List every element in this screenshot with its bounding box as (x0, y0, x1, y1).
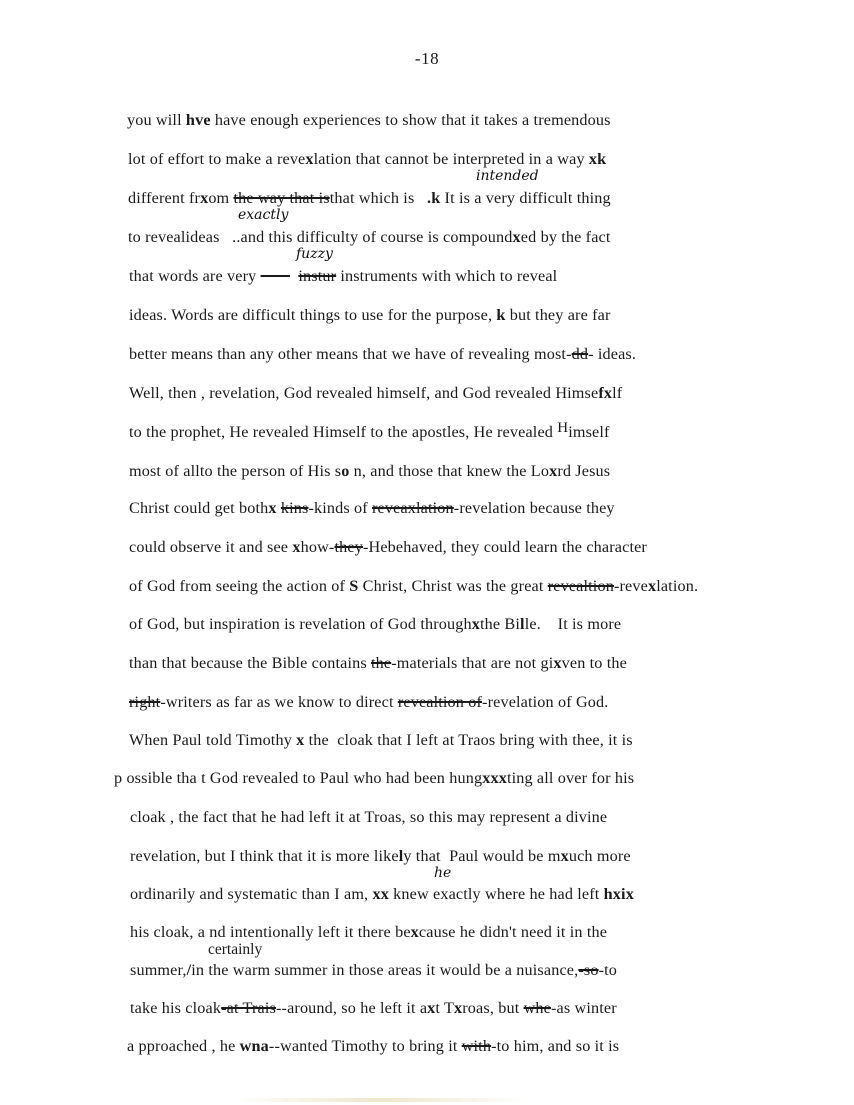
text-segment: ideas. Words are difficult things to use for the purpose, (129, 306, 497, 324)
text-segment: le. It is more (524, 615, 622, 633)
overtyped-text: wna (239, 1037, 269, 1055)
text-segment: take his cloak (130, 999, 222, 1017)
text-segment: lation. (656, 577, 699, 595)
text-segment: in the warm summer in those areas it would be a nuisance, (191, 961, 579, 979)
text-segment: Christ, Christ was the great (358, 577, 548, 595)
text-segment: his cloak, a nd intentionally left it there be (130, 923, 411, 941)
overtyped-text: xx (372, 885, 389, 903)
overtyped-text: x (296, 731, 305, 749)
text-segment: most of allto the person of His s (129, 462, 342, 480)
text-segment: om (208, 189, 234, 207)
text-segment: -reve (613, 577, 648, 595)
text-line (130, 807, 607, 827)
text-segment: uch more (568, 847, 631, 865)
text-segment: lation that cannot be interpreted in a way (313, 150, 589, 168)
overtyped-text: x (305, 150, 314, 168)
text-segment: you will (127, 111, 186, 129)
text-line (129, 730, 633, 750)
text-segment: to revealideas (128, 228, 224, 246)
overtyped-text: x (647, 577, 657, 595)
text-segment: but they are far (505, 306, 611, 324)
struck-text: kins (280, 499, 309, 517)
text-segment (419, 189, 427, 207)
text-segment: When Paul told Timothy (129, 731, 297, 749)
text-line (128, 227, 611, 247)
overtyped-text: x (292, 538, 301, 556)
text-segment: of God from seeing the action of (129, 577, 350, 595)
text-segment: - ideas. (588, 345, 637, 363)
struck-text: -at Trais (221, 999, 276, 1017)
text-segment: n, and those that knew the Lo (349, 462, 550, 480)
text-segment: cloak , the fact that he had left it at Troas, so this may represent a divine (130, 808, 608, 826)
struck-text: revealtion of (397, 693, 483, 711)
text-segment: ven to the (561, 654, 627, 672)
text-segment: summer, (130, 961, 187, 979)
text-line (129, 305, 611, 325)
text-segment: roas, but (462, 999, 524, 1017)
page-smudge (230, 1098, 530, 1102)
text-segment: that words are very (129, 267, 261, 285)
text-segment: y that Paul would be m (403, 847, 561, 865)
text-segment: -to him, and so it is (491, 1037, 620, 1055)
text-line (130, 846, 631, 866)
text-segment: imself (568, 423, 610, 441)
text-segment: ordinarily and systematic than I am, (130, 885, 373, 903)
text-line (129, 692, 609, 712)
text-line (129, 383, 622, 403)
text-line (129, 498, 615, 518)
text-line (130, 922, 607, 942)
text-line (129, 614, 621, 634)
text-segment: ed by the fact (520, 228, 611, 246)
text-segment: to the prophet, He revealed Himself to the apostles, He revealed (129, 423, 558, 441)
text-line (129, 576, 698, 596)
text-segment: ting all over for his (506, 769, 635, 787)
overtyped-text: x (549, 462, 558, 480)
text-segment: -to (598, 961, 617, 979)
struck-text: revealtion (547, 577, 614, 595)
overtyped-text: hve (185, 111, 211, 129)
struck-text: with (461, 1037, 492, 1055)
text-segment: --wanted Timothy to bring it (268, 1037, 462, 1055)
text-line (129, 653, 627, 673)
struck-text: they (334, 538, 363, 556)
text-segment: -as winter (550, 999, 617, 1017)
typed-insertion-certainly: certainly (208, 941, 263, 958)
text-segment: lot of effort to make a reve (128, 150, 306, 168)
overtyped-text: x (268, 499, 277, 517)
text-segment: t T (435, 999, 455, 1017)
page-number: -18 (414, 49, 440, 68)
text-segment: a pproached , he (127, 1037, 240, 1055)
text-segment: knew exactly where he had left (388, 885, 604, 903)
text-segment: cause he didn't need it in the (418, 923, 608, 941)
text-segment: --around, so he left it a (275, 999, 428, 1017)
handwritten-intended: intended (476, 168, 539, 184)
struck-text: right (129, 693, 161, 711)
text-segment: -materials that are not gi (391, 654, 554, 672)
text-segment: could observe it and see (129, 538, 293, 556)
overtyped-text: l (398, 847, 404, 865)
overtyped-text: / (186, 961, 192, 979)
overtyped-text: x (427, 999, 436, 1017)
overtyped-text: x (454, 999, 463, 1017)
overtyped-text: x (512, 228, 521, 246)
struck-text (261, 267, 290, 285)
overtyped-text: o (341, 462, 350, 480)
struck-text: the way that is (233, 189, 330, 207)
text-segment: instruments with which to reveal (336, 267, 558, 285)
struck-text: whe (523, 999, 551, 1017)
overtyped-text: S (349, 577, 359, 595)
text-segment: the cloak that I left at Traos bring with thee, it is (304, 731, 633, 749)
struck-text: the (371, 654, 392, 672)
overtyped-text: x (553, 654, 562, 672)
text-line (130, 884, 634, 904)
text-segment: H (557, 420, 569, 436)
overtyped-text: l (520, 615, 525, 633)
text-segment: lf (612, 384, 623, 402)
overtyped-text: .k (427, 189, 441, 207)
struck-text: -so (578, 961, 599, 979)
text-line (129, 422, 610, 443)
text-segment: It is a very difficult thing (440, 189, 611, 207)
text-segment: -revelation because they (453, 499, 615, 517)
text-segment: the Bi (480, 615, 521, 633)
text-segment: -revelation of God. (482, 693, 609, 711)
text-segment: different fr (128, 189, 201, 207)
text-line (127, 110, 611, 130)
handwritten-fuzzy: fuzzy (296, 246, 333, 262)
text-segment: of God, but inspiration is revelation of God through (129, 615, 472, 633)
overtyped-text: x (410, 923, 419, 941)
struck-text: reveaxlation (371, 499, 454, 517)
text-segment: -kinds of (308, 499, 372, 517)
overtyped-text: x (471, 615, 480, 633)
overtyped-text: x (560, 847, 569, 865)
text-line (129, 461, 610, 481)
handwritten-exactly: exactly (238, 207, 289, 223)
struck-text: instur (298, 267, 337, 285)
text-line (130, 960, 617, 980)
text-segment: rd Jesus (557, 462, 611, 480)
overtyped-text: xxx (482, 769, 507, 787)
overtyped-text: x (200, 189, 209, 207)
overtyped-text: fx (598, 384, 613, 402)
text-segment: -writers as far as we know to direct (160, 693, 398, 711)
handwritten-he: he (434, 865, 452, 881)
overtyped-text: hxix (603, 885, 634, 903)
text-segment (224, 228, 232, 246)
text-segment: -Hebehaved, they could learn the character (362, 538, 647, 556)
text-segment: ..and this difficulty of course is compound (232, 228, 513, 246)
text-segment: revelation, but I think that it is more like (130, 847, 399, 865)
text-segment: p ossible tha t God revealed to Paul who had been hung (114, 769, 483, 787)
text-line (129, 537, 647, 557)
text-line (129, 266, 557, 286)
text-line (129, 344, 636, 364)
overtyped-text: xk (588, 150, 607, 168)
text-segment: Christ could get both (129, 499, 269, 517)
text-segment: how- (300, 538, 335, 556)
overtyped-text: k (496, 306, 506, 324)
text-segment: have enough experiences to show that it takes a tremendous (210, 111, 611, 129)
text-line (127, 1036, 619, 1056)
text-line (128, 149, 606, 169)
struck-text: dd (571, 345, 589, 363)
text-line (114, 768, 634, 788)
text-line (130, 998, 617, 1018)
text-line (128, 188, 611, 208)
text-segment: better means than any other means that we have of revealing most- (129, 345, 572, 363)
text-segment: than that because the Bible contains (129, 654, 371, 672)
text-segment: that which is (329, 189, 419, 207)
text-segment: Well, then , revelation, God revealed himself, and God revealed Himse (129, 384, 599, 402)
